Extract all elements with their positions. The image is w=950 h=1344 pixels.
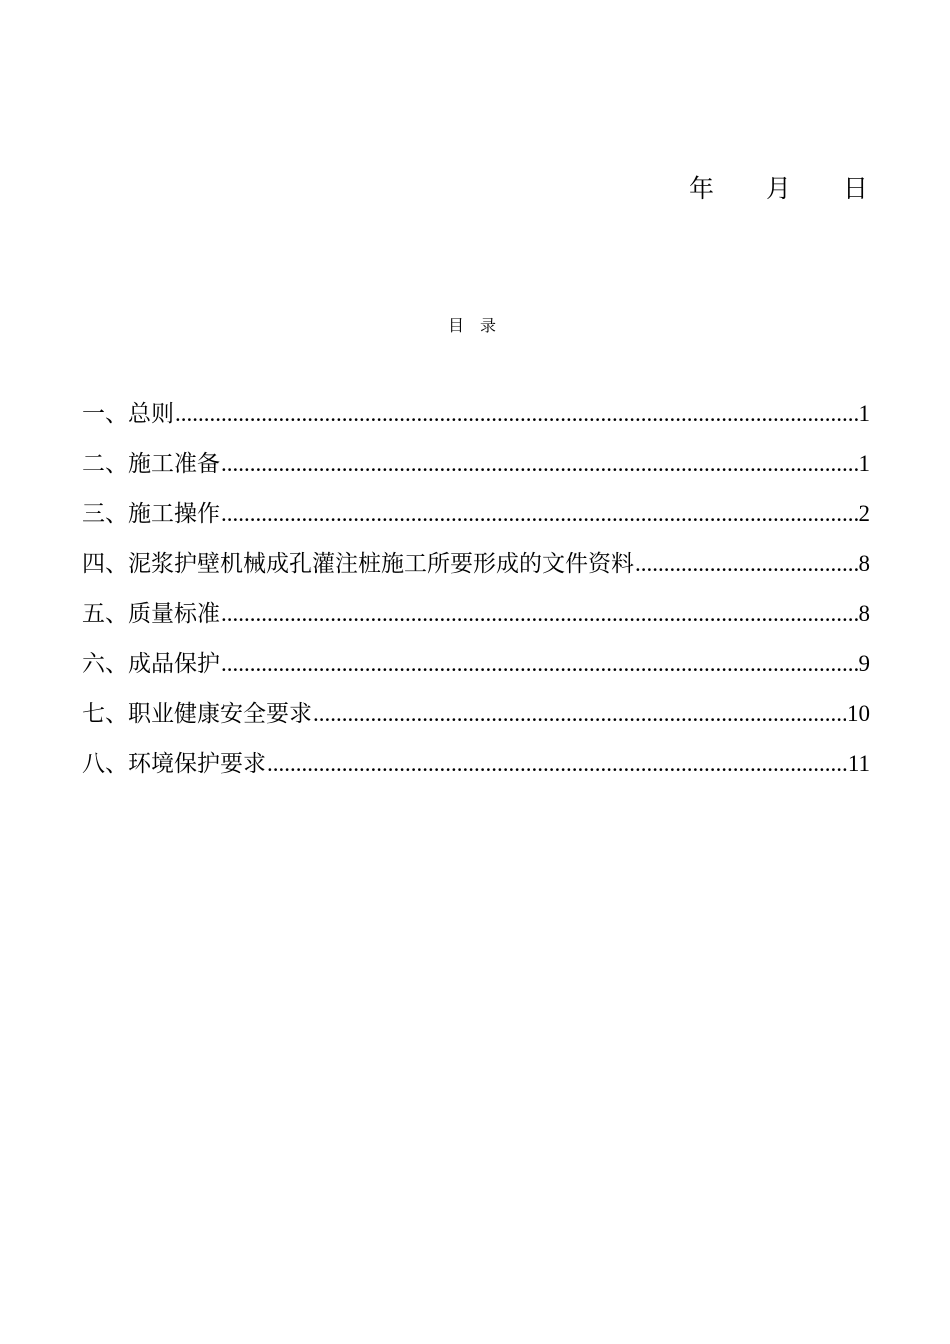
toc-entry-page: 8 (858, 601, 870, 626)
toc-entry-label: 二、施工准备 (82, 451, 220, 476)
toc-entry-5[interactable] (82, 592, 870, 642)
table-of-contents (82, 392, 870, 792)
toc-entry-2[interactable] (82, 442, 870, 492)
toc-leader-dots (267, 742, 847, 786)
date-gap (714, 172, 766, 208)
toc-entry-4[interactable] (82, 542, 870, 592)
toc-entry-label: 三、施工操作 (82, 501, 220, 526)
date-line (689, 172, 868, 208)
toc-entry-page: 8 (858, 551, 870, 576)
toc-entry-label: 五、质量标准 (82, 601, 220, 626)
toc-entry-label: 七、职业健康安全要求 (82, 701, 312, 726)
toc-entry-label: 一、总则 (82, 401, 174, 426)
toc-entry-page: 2 (858, 501, 870, 526)
toc-entry-page: 10 (847, 701, 870, 726)
toc-leader-dots (221, 642, 858, 686)
day-label: 日 (842, 176, 868, 203)
month-label: 月 (765, 176, 791, 203)
toc-entry-label: 八、环境保护要求 (82, 751, 266, 776)
toc-leader-dots (221, 492, 858, 536)
toc-entry-8[interactable] (82, 742, 870, 792)
toc-leader-dots (175, 392, 858, 436)
toc-entry-page: 9 (858, 651, 870, 676)
toc-entry-page: 1 (858, 451, 870, 476)
date-gap (791, 172, 843, 208)
toc-entry-label: 六、成品保护 (82, 651, 220, 676)
toc-title: 目 录 (447, 318, 502, 335)
toc-entry-3[interactable] (82, 492, 870, 542)
toc-leader-dots (313, 692, 846, 736)
toc-entry-page: 1 (858, 401, 870, 426)
toc-entry-page: 11 (847, 751, 870, 776)
toc-entry-6[interactable] (82, 642, 870, 692)
year-label: 年 (688, 176, 714, 203)
toc-leader-dots (635, 542, 858, 586)
toc-leader-dots (221, 592, 858, 636)
toc-entry-1[interactable] (82, 392, 870, 442)
toc-leader-dots (221, 442, 858, 486)
toc-entry-7[interactable] (82, 692, 870, 742)
toc-entry-label: 四、泥浆护壁机械成孔灌注桩施工所要形成的文件资料 (82, 551, 634, 576)
